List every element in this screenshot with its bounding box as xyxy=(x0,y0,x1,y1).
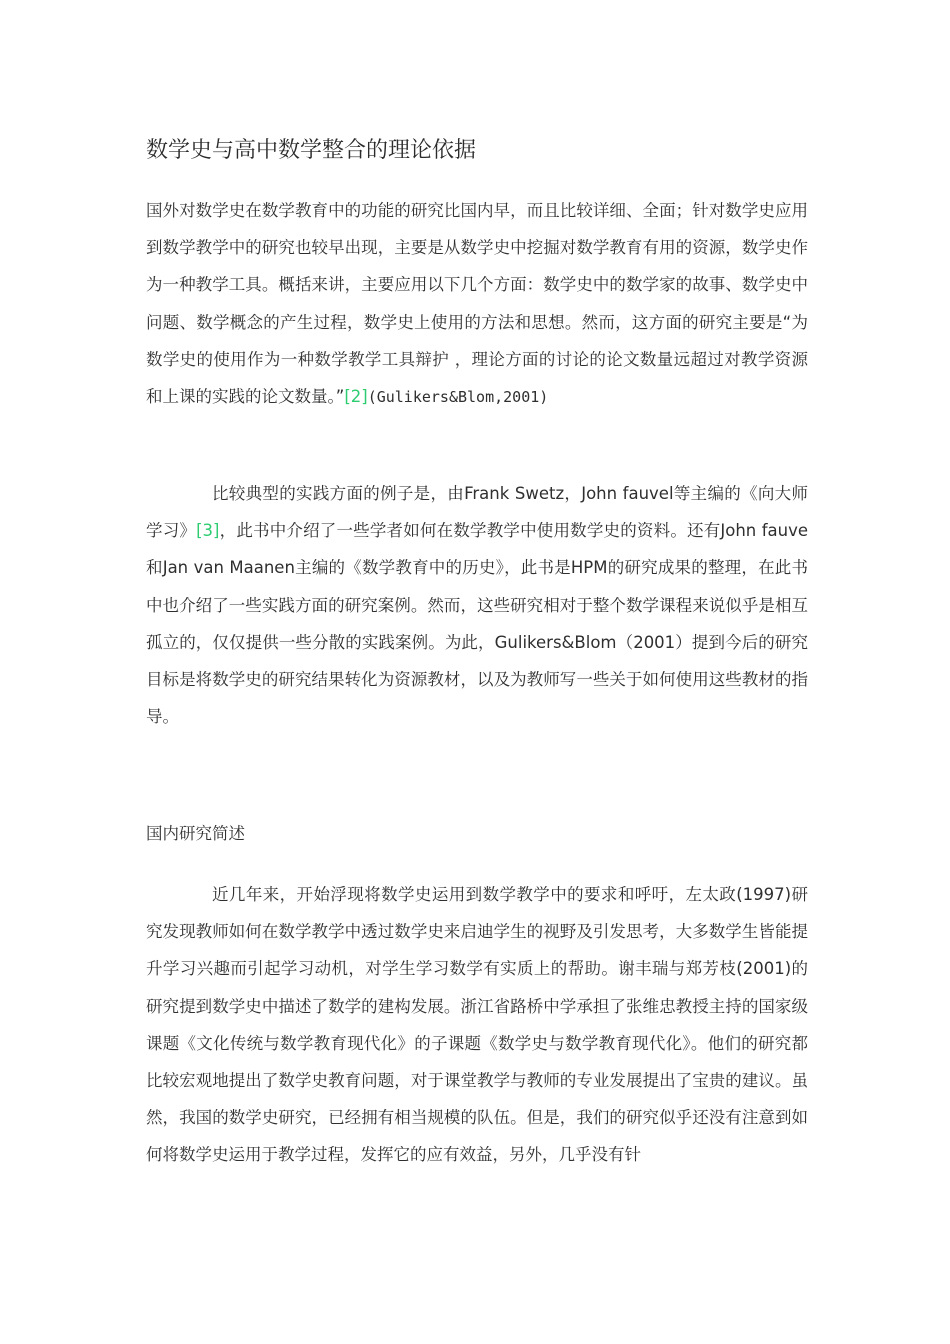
citation: (Gulikers&Blom,2001) xyxy=(367,388,549,407)
paragraph-foreign-research xyxy=(146,192,808,416)
section-subheading: 国内研究简述 xyxy=(146,824,245,843)
paragraph-text: 国外对数学史在数学教育中的功能的研究比国内早，而且比较详细、全面；针对数学史应用到数学教学中的研究也较早出现，主要是从数学史中挖掘对数学教育有用的资源，数学史作为一种教学工具。概括来讲，主要应用以下几个方面：数学史中的数学家的故事、数学史中问题、数学概念的产生过程，数学史上使用的方法和思想。然而，这方面的研究主要是“为数学史的使用作为一种数学教学工具辩护 ，理论方面的讨论的论文数量远超过对教学资源和上课的实践的论文数量。” xyxy=(146,201,808,407)
paragraph-text: 近几年来，开始浮现将数学史运用到数学教学中的要求和呼吁，左太政(1997)研究发现教师如何在数学教学中透过数学史来启迪学生的视野及引发思考，大多数学生皆能提升学习兴趣而引起学习动机，对学生学习数学有实质上的帮助。谢丰瑞与郑芳枝(2001)的研究提到数学史中描述了数学的建构发展。浙江省路桥中学承担了张维忠教授主持的国家级课题《文化传统与数学教育现代化》的子课题《数学史与数学教育现代化》。他们的研究都比较宏观地提出了数学史教育问题，对于课堂教学与教师的专业发展提出了宝贵的建议。虽然，我国的数学史研究，已经拥有相当规模的队伍。但是，我们的研究似乎还没有注意到如何将数学史运用于教学过程，发挥它的应有效益，另外，几乎没有针 xyxy=(146,885,808,1165)
paragraph-text-part2: ，此书中介绍了一些学者如何在数学教学中使用数学史的资料。还有John fauve和Jan van Maanen主编的《数学教育中的历史》，此书是HPM的研究成果的整理，在此书中也介绍了一些实践方面的研究案例。然而，这些研究相对于整个数学课程来说似乎是相互孤立的，仅仅提供一些分散的实践案例。为此，Gulikers&Blom（2001）提到今后的研究目标是将数学史的研究结果转化为资源教材，以及为教师写一些关于如何使用这些教材的指导。 xyxy=(146,521,808,727)
reference-link-3[interactable]: [3] xyxy=(196,521,220,541)
reference-link-2[interactable]: [2] xyxy=(344,387,368,407)
paragraph-domestic-research xyxy=(146,876,808,1174)
paragraph-practice-examples xyxy=(146,475,808,735)
article-title: 数学史与高中数学整合的理论依据 xyxy=(146,138,477,163)
paragraph-text-part1: 比较典型的实践方面的例子是，由Frank Swetz，John fauvel等主编的《向大师学习》 xyxy=(146,484,808,541)
